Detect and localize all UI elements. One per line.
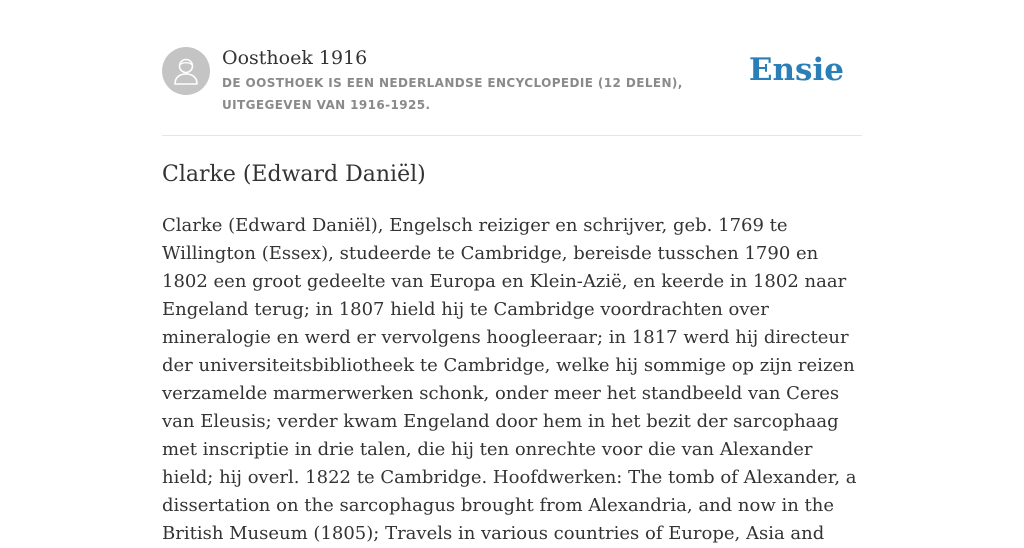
ensie-logo[interactable]: Ensie bbox=[748, 52, 844, 88]
source-title[interactable]: Oosthoek 1916 bbox=[222, 47, 368, 69]
article-title: Clarke (Edward Daniël) bbox=[162, 162, 426, 187]
user-icon bbox=[172, 56, 200, 86]
avatar[interactable] bbox=[162, 47, 210, 95]
article-body: Clarke (Edward Daniël), Engelsch reiziger en schrijver, geb. 1769 te Willington (Essex), studeerde te Cambridge, bereisde tusschen 1790 en 1802 een groot gedeelte van Europa en Klein-Azië, en keerde in 1802 naar Engeland terug; in 1807 hield hij te Cambridge voordrachten over mineralogie en werd er vervolgens hoogleeraar; in 1817 werd hij directeur der universiteitsbibliotheek te Cambridge, welke hij sommige op zijn reizen verzamelde marmerwerken schonk, onder meer het standbeeld van Ceres van Eleusis; verder kwam Engeland door hem in het bezit der sarcophaag met inscriptie in drie talen, die hij ten onrechte voor die van Alexander hield; hij overl. 1822 te Cambridge. Hoofdwerken: The tomb of Alexander, a dissertation on the sarcophagus brought from Alexandria, and now in the British Museum (1805); Travels in various countries of Europe, Asia and bbox=[162, 215, 857, 544]
content-container bbox=[162, 0, 862, 544]
source-description: DE OOSTHOEK IS EEN NEDERLANDSE ENCYCLOPEDIE (12 DELEN), UITGEGEVEN VAN 1916-1925. bbox=[222, 76, 683, 112]
source-header bbox=[162, 0, 862, 136]
